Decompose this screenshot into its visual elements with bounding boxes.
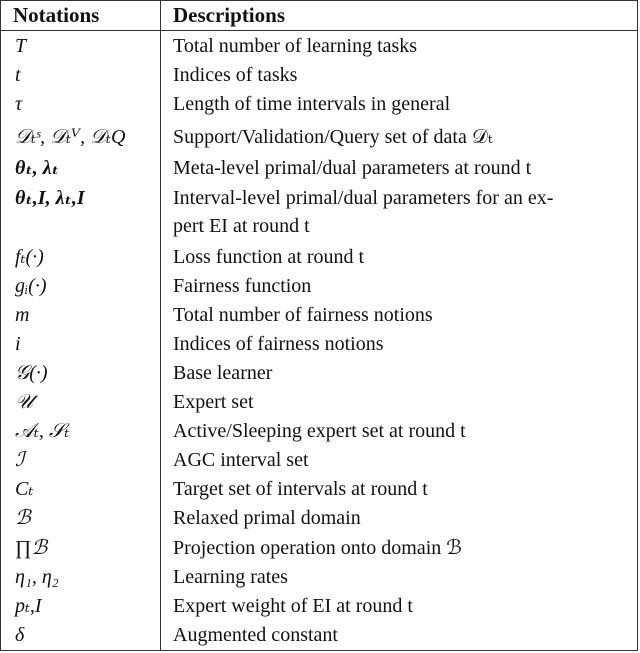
- notation-cell: 𝒢(·): [15, 362, 48, 384]
- column-divider: [160, 1, 161, 650]
- description-cell: Target set of intervals at round t: [173, 478, 428, 500]
- notation-cell: fₜ(·): [15, 246, 44, 268]
- notation-cell: δ: [15, 624, 25, 646]
- header-descriptions: Descriptions: [173, 3, 285, 27]
- notation-cell: ℐ: [15, 449, 25, 471]
- notation-cell: η₁, η₂: [15, 566, 59, 588]
- description-line: pert EI at round t: [173, 215, 310, 237]
- description-cell: Indices of fairness notions: [173, 333, 384, 355]
- description-cell: Fairness function: [173, 275, 312, 297]
- notation-cell: ∏ℬ: [15, 537, 48, 559]
- description-cell: Learning rates: [173, 566, 288, 588]
- description-cell: Support/Validation/Query set of data 𝒟ₜ: [173, 126, 493, 148]
- description-cell: Augmented constant: [173, 624, 338, 646]
- notation-cell: 𝒜ₜ, 𝒮ₜ: [15, 420, 70, 442]
- description-cell: AGC interval set: [173, 449, 309, 471]
- description-cell: Projection operation onto domain ℬ: [173, 537, 463, 559]
- description-cell: Length of time intervals in general: [173, 93, 451, 115]
- description-cell: Expert weight of EI at round t: [173, 595, 413, 617]
- notation-cell: t: [15, 64, 21, 86]
- table-header: [1, 1, 637, 31]
- description-cell: Total number of fairness notions: [173, 304, 433, 326]
- notation-cell: τ: [15, 93, 23, 115]
- notation-cell: θₜ, λₜ: [15, 157, 60, 179]
- notation-cell: i: [15, 333, 21, 355]
- notation-cell: pₜ,I: [15, 595, 42, 617]
- notation-cell: 𝒰: [15, 391, 33, 413]
- header-notations: Notations: [13, 3, 100, 27]
- description-cell: Meta-level primal/dual parameters at round t: [173, 157, 532, 179]
- description-cell: Active/Sleeping expert set at round t: [173, 420, 466, 442]
- notation-cell: T: [15, 35, 27, 57]
- description-cell: Loss function at round t: [173, 246, 365, 268]
- notation-cell: θₜ,I, λₜ,I: [15, 187, 85, 209]
- notation-cell: ℬ: [15, 507, 31, 529]
- description-line: Interval-level primal/dual parameters for an ex-: [173, 187, 554, 209]
- notation-cell: m: [15, 304, 30, 326]
- description-cell: Total number of learning tasks: [173, 35, 418, 57]
- notation-cell: 𝒟ₜˢ, 𝒟ₜⱽ, 𝒟ₜQ: [15, 126, 126, 148]
- description-cell: Expert set: [173, 391, 254, 413]
- description-cell: Indices of tasks: [173, 64, 298, 86]
- notation-cell: gᵢ(·): [15, 275, 47, 297]
- description-cell: [173, 184, 633, 240]
- description-cell: Relaxed primal domain: [173, 507, 361, 529]
- notation-cell: Cₜ: [15, 478, 34, 500]
- description-cell: Base learner: [173, 362, 273, 384]
